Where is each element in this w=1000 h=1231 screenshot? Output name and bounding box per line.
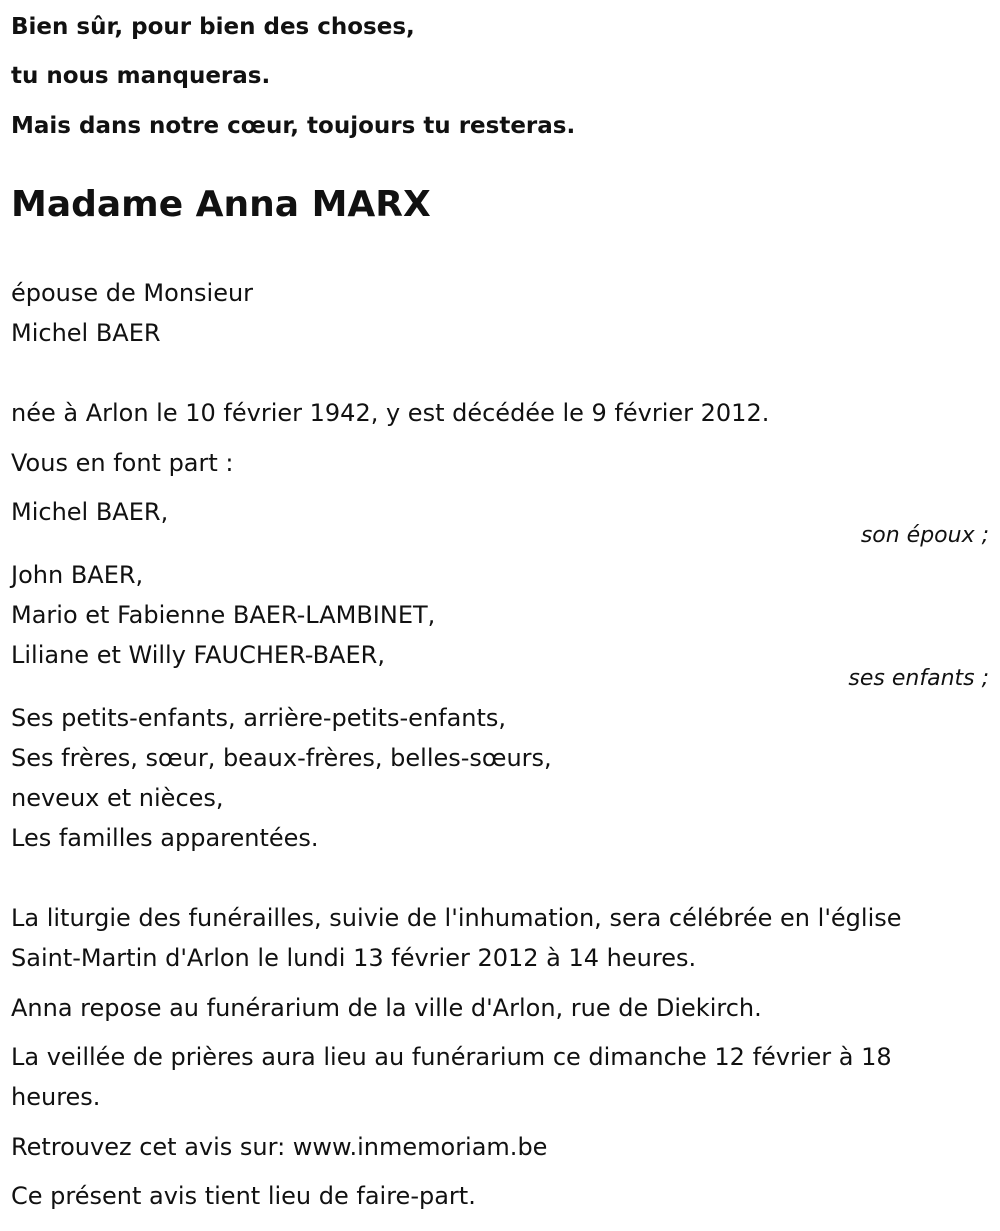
birth-death-line: née à Arlon le 10 février 1942, y est décédée le 9 février 2012. (11, 399, 770, 427)
liturgy-line: Saint-Martin d'Arlon le lundi 13 février 2012 à 14 heures. (11, 944, 697, 972)
spouse-mourner: Michel BAER, (11, 498, 169, 526)
family-line: Ses frères, sœur, beaux-frères, belles-sœurs, (11, 744, 552, 772)
website-line: Retrouvez cet avis sur: www.inmemoriam.be (11, 1133, 548, 1161)
children-role: ses enfants ; (848, 666, 989, 691)
spouse-line: épouse de Monsieur (11, 279, 254, 307)
vigil-line: La veillée de prières aura lieu au funérarium ce dimanche 12 février à 18 (11, 1043, 892, 1071)
poem-line: Mais dans notre cœur, toujours tu resteras. (11, 113, 576, 139)
child-line: Mario et Fabienne BAER-LAMBINET, (11, 601, 436, 629)
family-line: Les familles apparentées. (11, 824, 319, 852)
child-line: John BAER, (11, 561, 144, 589)
deceased-name: Madame Anna MARX (11, 184, 431, 225)
spouse-role: son époux ; (860, 523, 989, 548)
liturgy-line: La liturgie des funérailles, suivie de l'inhumation, sera célébrée en l'église (11, 904, 902, 932)
spouse-line: Michel BAER (11, 319, 161, 347)
family-line: Ses petits-enfants, arrière-petits-enfants, (11, 704, 507, 732)
closing-line: Ce présent avis tient lieu de faire-part. (11, 1182, 476, 1210)
announce-line: Vous en font part : (11, 449, 234, 477)
poem-line: Bien sûr, pour bien des choses, (11, 14, 415, 40)
vigil-line: heures. (11, 1083, 101, 1111)
child-line: Liliane et Willy FAUCHER-BAER, (11, 641, 385, 669)
family-line: neveux et nièces, (11, 784, 224, 812)
repose-line: Anna repose au funérarium de la ville d'Arlon, rue de Diekirch. (11, 994, 762, 1022)
poem-line: tu nous manqueras. (11, 63, 271, 89)
